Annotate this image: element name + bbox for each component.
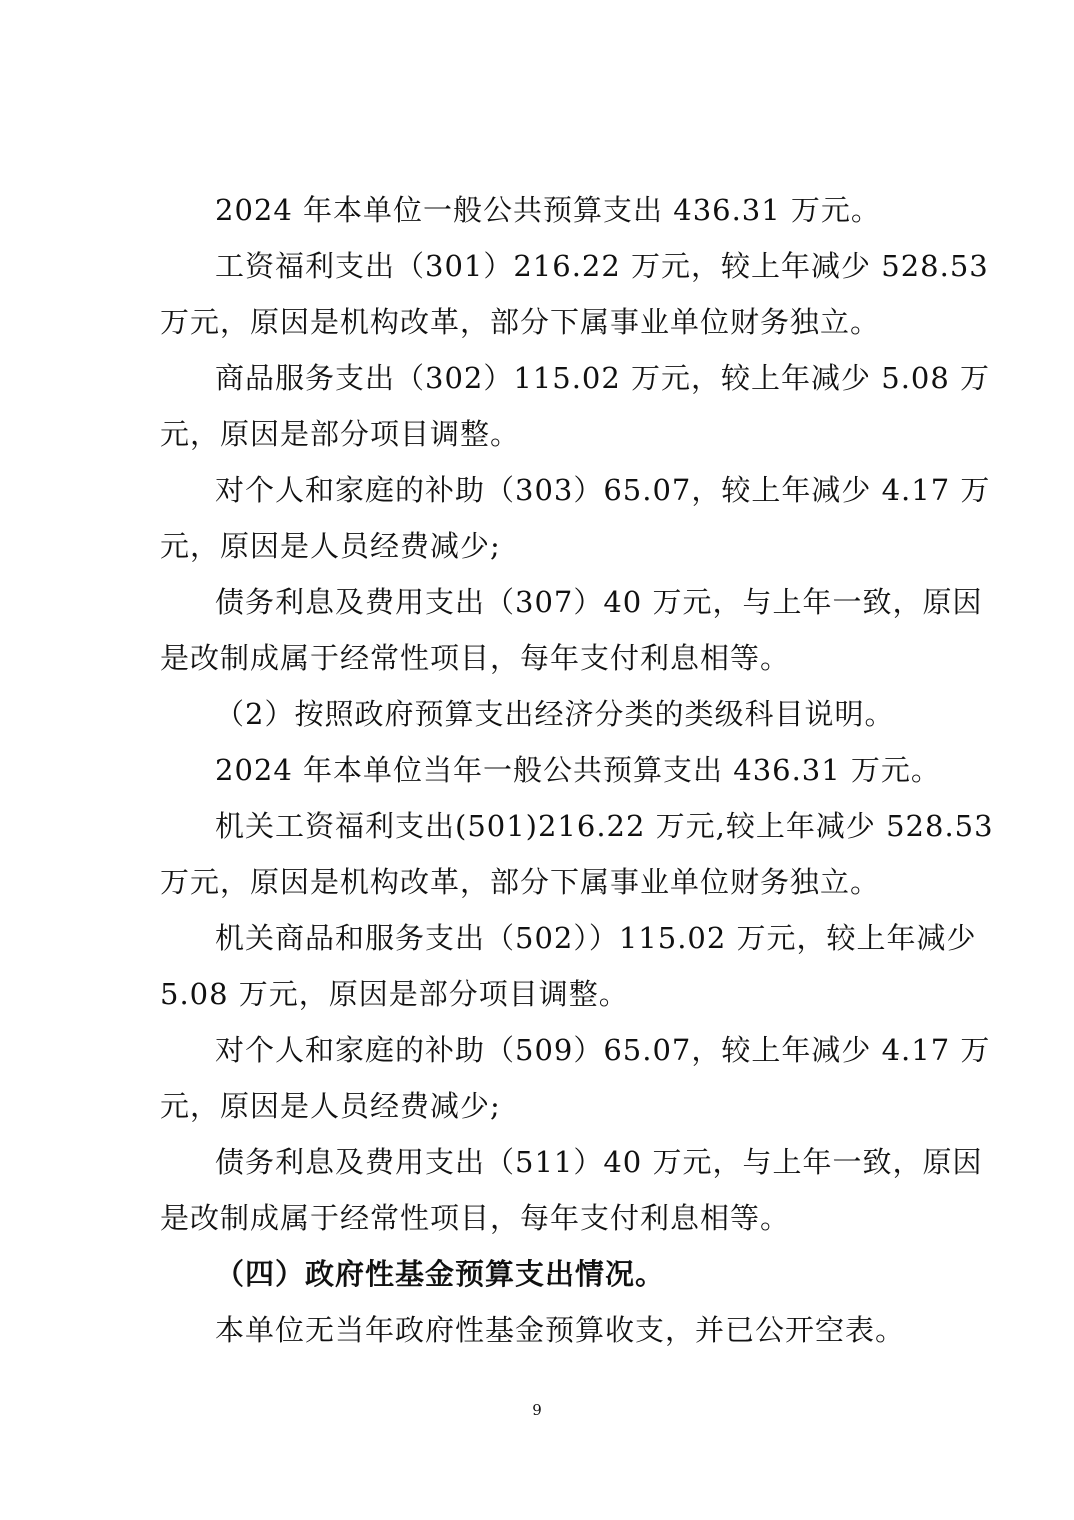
- section-heading: （四）政府性基金预算支出情况。: [215, 1257, 666, 1291]
- paragraph-line: 元，原因是部分项目调整。: [160, 417, 521, 451]
- paragraph-line: 债务利息及费用支出（307）40 万元，与上年一致，原因: [215, 585, 983, 619]
- paragraph-line: 5.08 万元，原因是部分项目调整。: [160, 977, 629, 1011]
- paragraph-line: 本单位无当年政府性基金预算收支，并已公开空表。: [215, 1313, 906, 1347]
- paragraph-line: 万元，原因是机构改革，部分下属事业单位财务独立。: [160, 865, 881, 899]
- paragraph-line: 2024 年本单位当年一般公共预算支出 436.31 万元。: [215, 753, 941, 787]
- paragraph-line: 机关工资福利支出(501)216.22 万元,较上年减少 528.53: [215, 809, 994, 843]
- paragraph-line: 工资福利支出（301）216.22 万元，较上年减少 528.53: [215, 249, 989, 283]
- page-number: 9: [532, 1401, 542, 1419]
- paragraph-line: 对个人和家庭的补助（303）65.07，较上年减少 4.17 万: [215, 473, 991, 507]
- paragraph-line: 元，原因是人员经费减少;: [160, 1089, 501, 1123]
- paragraph-line: 商品服务支出（302）115.02 万元，较上年减少 5.08 万: [215, 361, 991, 395]
- paragraph-line: 2024 年本单位一般公共预算支出 436.31 万元。: [215, 193, 881, 227]
- paragraph-line: 对个人和家庭的补助（509）65.07，较上年减少 4.17 万: [215, 1033, 991, 1067]
- paragraph-line: 万元，原因是机构改革，部分下属事业单位财务独立。: [160, 305, 881, 339]
- paragraph-line: 元，原因是人员经费减少;: [160, 529, 501, 563]
- section-subheading: （2）按照政府预算支出经济分类的类级科目说明。: [215, 697, 895, 731]
- paragraph-line: 是改制成属于经常性项目，每年支付利息相等。: [160, 1201, 791, 1235]
- paragraph-line: 机关商品和服务支出（502））115.02 万元，较上年减少: [215, 921, 977, 955]
- paragraph-line: 债务利息及费用支出（511）40 万元，与上年一致，原因: [215, 1145, 983, 1179]
- paragraph-line: 是改制成属于经常性项目，每年支付利息相等。: [160, 641, 791, 675]
